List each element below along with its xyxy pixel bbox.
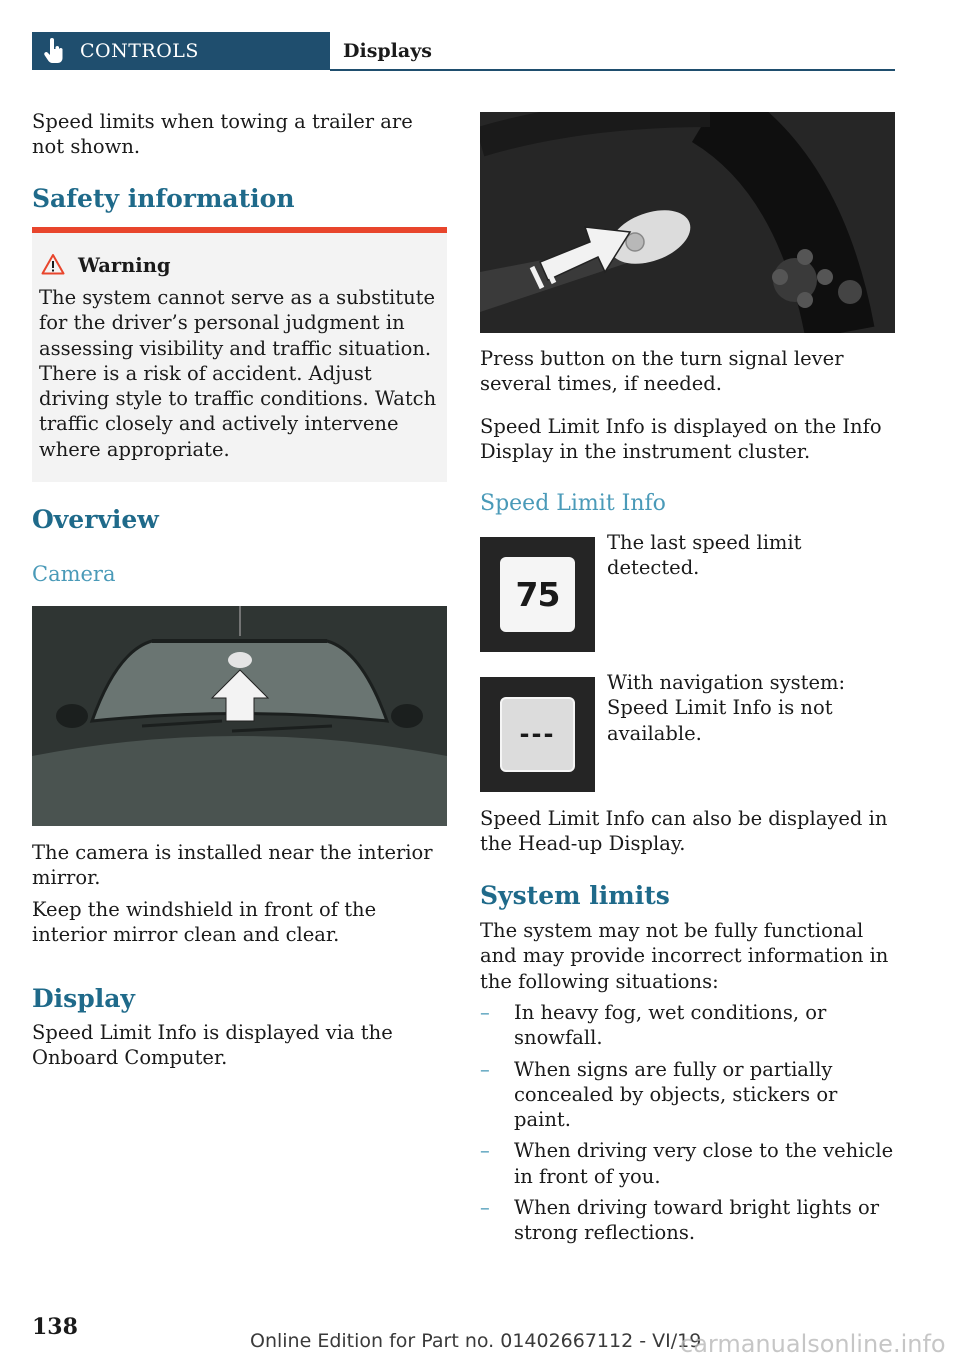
header-rule: [330, 69, 895, 71]
header-section-label: CONTROLS: [80, 40, 199, 62]
sign1-description: The last speed limit detected.: [607, 531, 802, 580]
pointing-hand-icon: [42, 38, 66, 64]
list-item: – When driving very close to the vehicle in front of you.: [480, 1139, 894, 1188]
list-item: – In heavy fog, wet conditions, or snowfall.: [480, 1001, 827, 1050]
warning-text: The system cannot serve as a substitute for the driver’s personal judgment in assessing visibility and traffic situation. There is a risk of accident. Adjust driving style to traffic conditions. Watch traffic closely and actively intervene where appropriate.: [39, 286, 437, 461]
system-limits-intro: The system may not be fully functional and may provide incorrect information in the following situations:: [480, 919, 889, 993]
bullet-dash: –: [480, 1139, 490, 1163]
speed-limit-unavailable-icon: [480, 677, 595, 792]
camera-paragraph-2: Keep the windshield in front of the interior mirror clean and clear.: [32, 898, 377, 947]
turn-signal-lever-image: [480, 112, 895, 333]
bullet-dash: –: [480, 1001, 490, 1024]
camera-location-image: [32, 606, 447, 826]
header-page-title: Displays: [343, 40, 432, 62]
speed-limit-sign-icon: [480, 537, 595, 652]
bullet-dash: –: [480, 1196, 490, 1220]
car-windshield-illustration: [32, 606, 447, 826]
safety-heading: Safety information: [32, 184, 295, 213]
warning-triangle-icon: [41, 253, 65, 275]
steering-lever-illustration: [480, 112, 895, 333]
list-item: – When signs are fully or partially concealed by objects, stickers or paint.: [480, 1057, 838, 1132]
intro-paragraph: Speed limits when towing a trailer are not shown.: [32, 110, 413, 159]
warning-title: Warning: [78, 254, 171, 277]
display-heading: Display: [32, 984, 135, 1013]
sign2-description: With navigation system: Speed Limit Info is not available.: [607, 671, 846, 745]
overview-heading: Overview: [32, 505, 159, 534]
speed-limit-value: 75: [500, 557, 575, 632]
footer-edition: Online Edition for Part no. 01402667112 - VI/19: [250, 1330, 702, 1352]
camera-heading: Camera: [32, 562, 116, 586]
system-limits-list: [480, 1000, 895, 1252]
bullet-dash: –: [480, 1057, 490, 1081]
camera-paragraph-1: The camera is installed near the interior mirror.: [32, 841, 433, 890]
info-display-paragraph: Speed Limit Info is displayed on the Info Display in the instrument cluster.: [480, 415, 882, 464]
page-number: 138: [32, 1314, 78, 1340]
speed-limit-info-heading: Speed Limit Info: [480, 491, 666, 516]
speed-limit-unavailable-value: ---: [500, 697, 575, 772]
system-limits-heading: System limits: [480, 881, 670, 910]
watermark: carmanualsonline.info: [680, 1330, 946, 1358]
display-paragraph: Speed Limit Info is displayed via the Onboard Computer.: [32, 1021, 393, 1070]
hud-paragraph: Speed Limit Info can also be displayed in the Head-up Display.: [480, 807, 888, 856]
warning-bar: [32, 227, 447, 233]
lever-paragraph: Press button on the turn signal lever several times, if needed.: [480, 347, 844, 396]
list-item: – When driving toward bright lights or strong reflections.: [480, 1196, 880, 1245]
